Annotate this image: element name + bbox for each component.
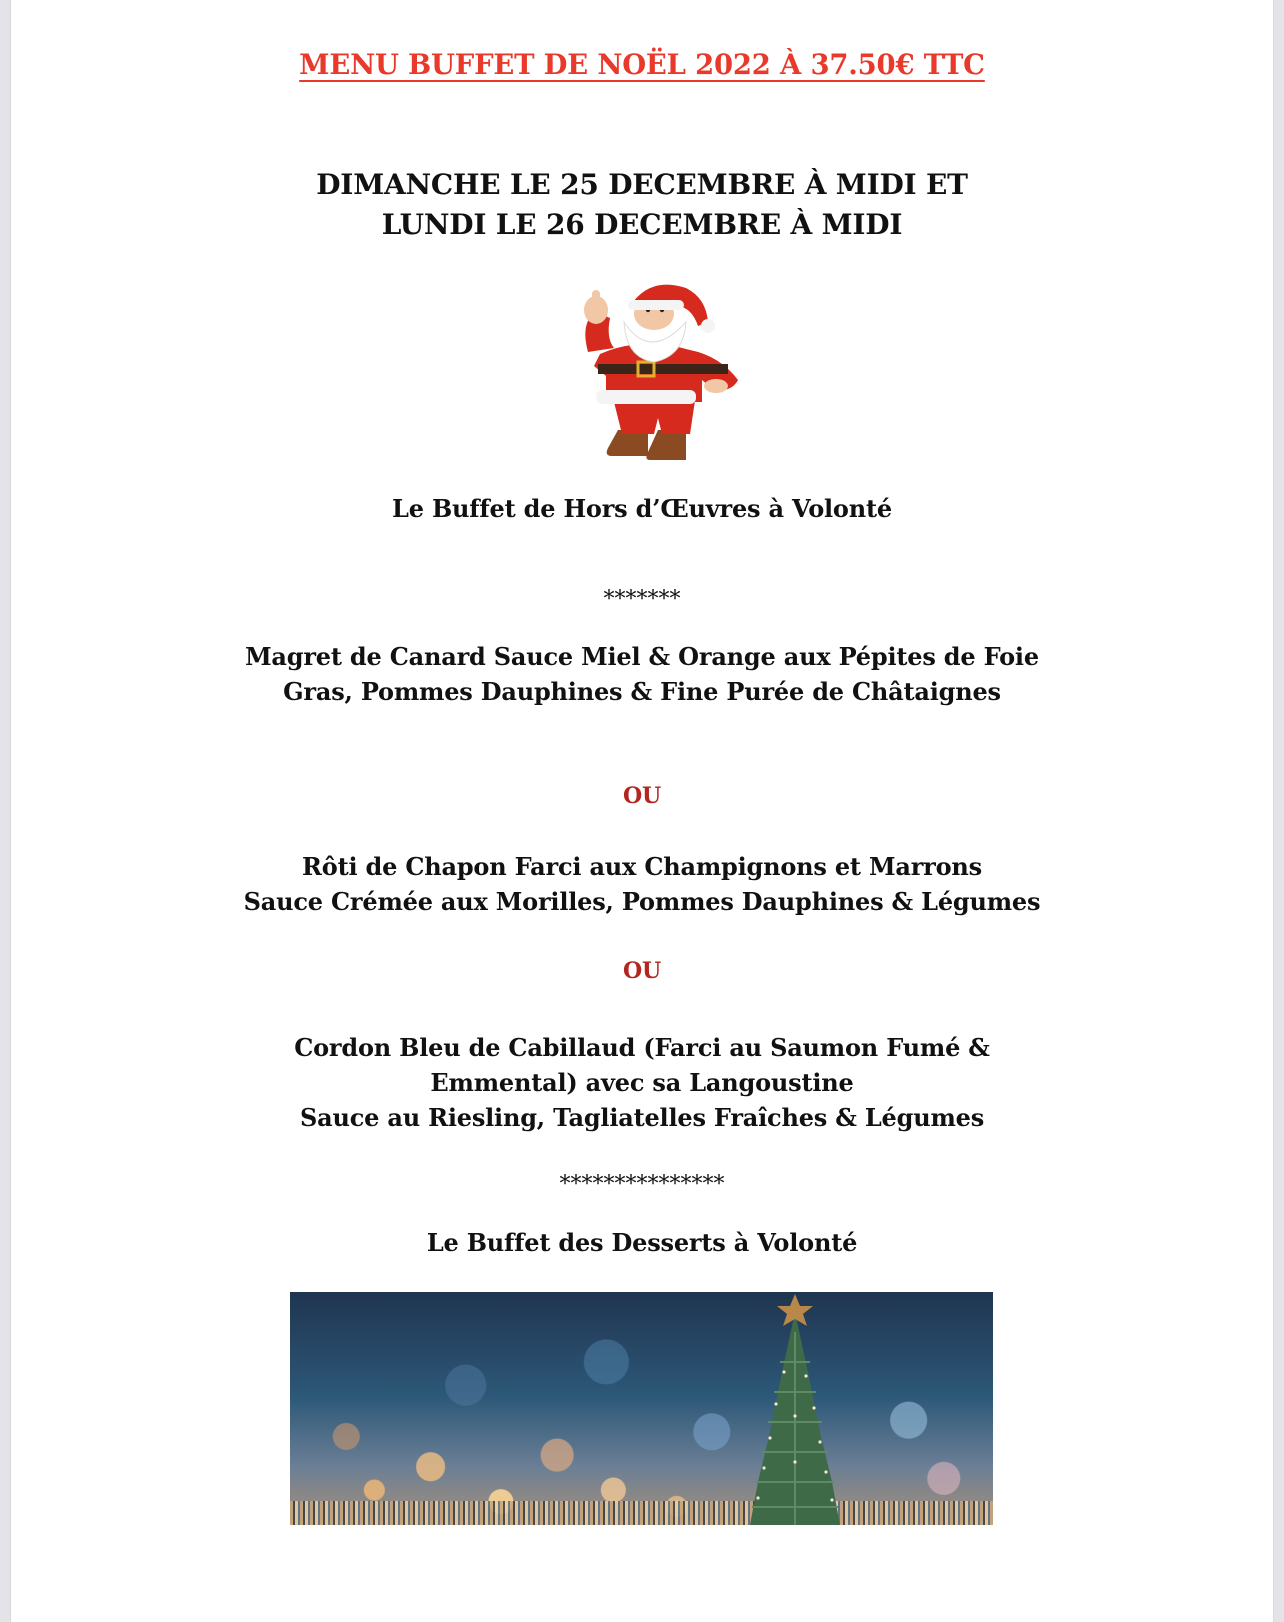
date-line-1: DIMANCHE LE 25 DECEMBRE À MIDI ET (316, 168, 968, 201)
or-label-1: OU (623, 783, 661, 809)
starter-buffet: Le Buffet de Hors d’Œuvres à Volonté (392, 494, 892, 523)
date-line-2: LUNDI LE 26 DECEMBRE À MIDI (381, 208, 903, 241)
main-option-3-line-2: Emmental) avec sa Langoustine (430, 1068, 854, 1097)
main-option-3-line-3: Sauce au Riesling, Tagliatelles Fraîches & Légumes (299, 1103, 985, 1132)
menu-page (10, 0, 1274, 1622)
christmas-tree-photo (290, 1292, 993, 1525)
main-option-1-line-2: Gras, Pommes Dauphines & Fine Purée de Châtaignes (283, 677, 1001, 706)
main-option-2-line-1: Rôti de Chapon Farci aux Champignons et Marrons (302, 852, 982, 881)
main-option-2-line-2: Sauce Crémée aux Morilles, Pommes Dauphines & Légumes (243, 887, 1041, 916)
santa-icon (540, 282, 760, 472)
main-option-3-line-1: Cordon Bleu de Cabillaud (Farci au Saumon Fumé & (294, 1033, 990, 1062)
christmas-tree-icon (710, 1292, 880, 1525)
menu-title: MENU BUFFET DE NOËL 2022 À 37.50€ TTC (299, 48, 985, 81)
separator-short: ******* (603, 587, 681, 612)
main-option-1-line-1: Magret de Canard Sauce Miel & Orange aux Pépites de Foie (245, 642, 1039, 671)
separator-long: *************** (559, 1172, 725, 1197)
or-label-2: OU (623, 958, 661, 984)
santa-claus-image (540, 282, 760, 472)
dessert-buffet: Le Buffet des Desserts à Volonté (426, 1228, 858, 1257)
glitter-floor (290, 1501, 993, 1525)
